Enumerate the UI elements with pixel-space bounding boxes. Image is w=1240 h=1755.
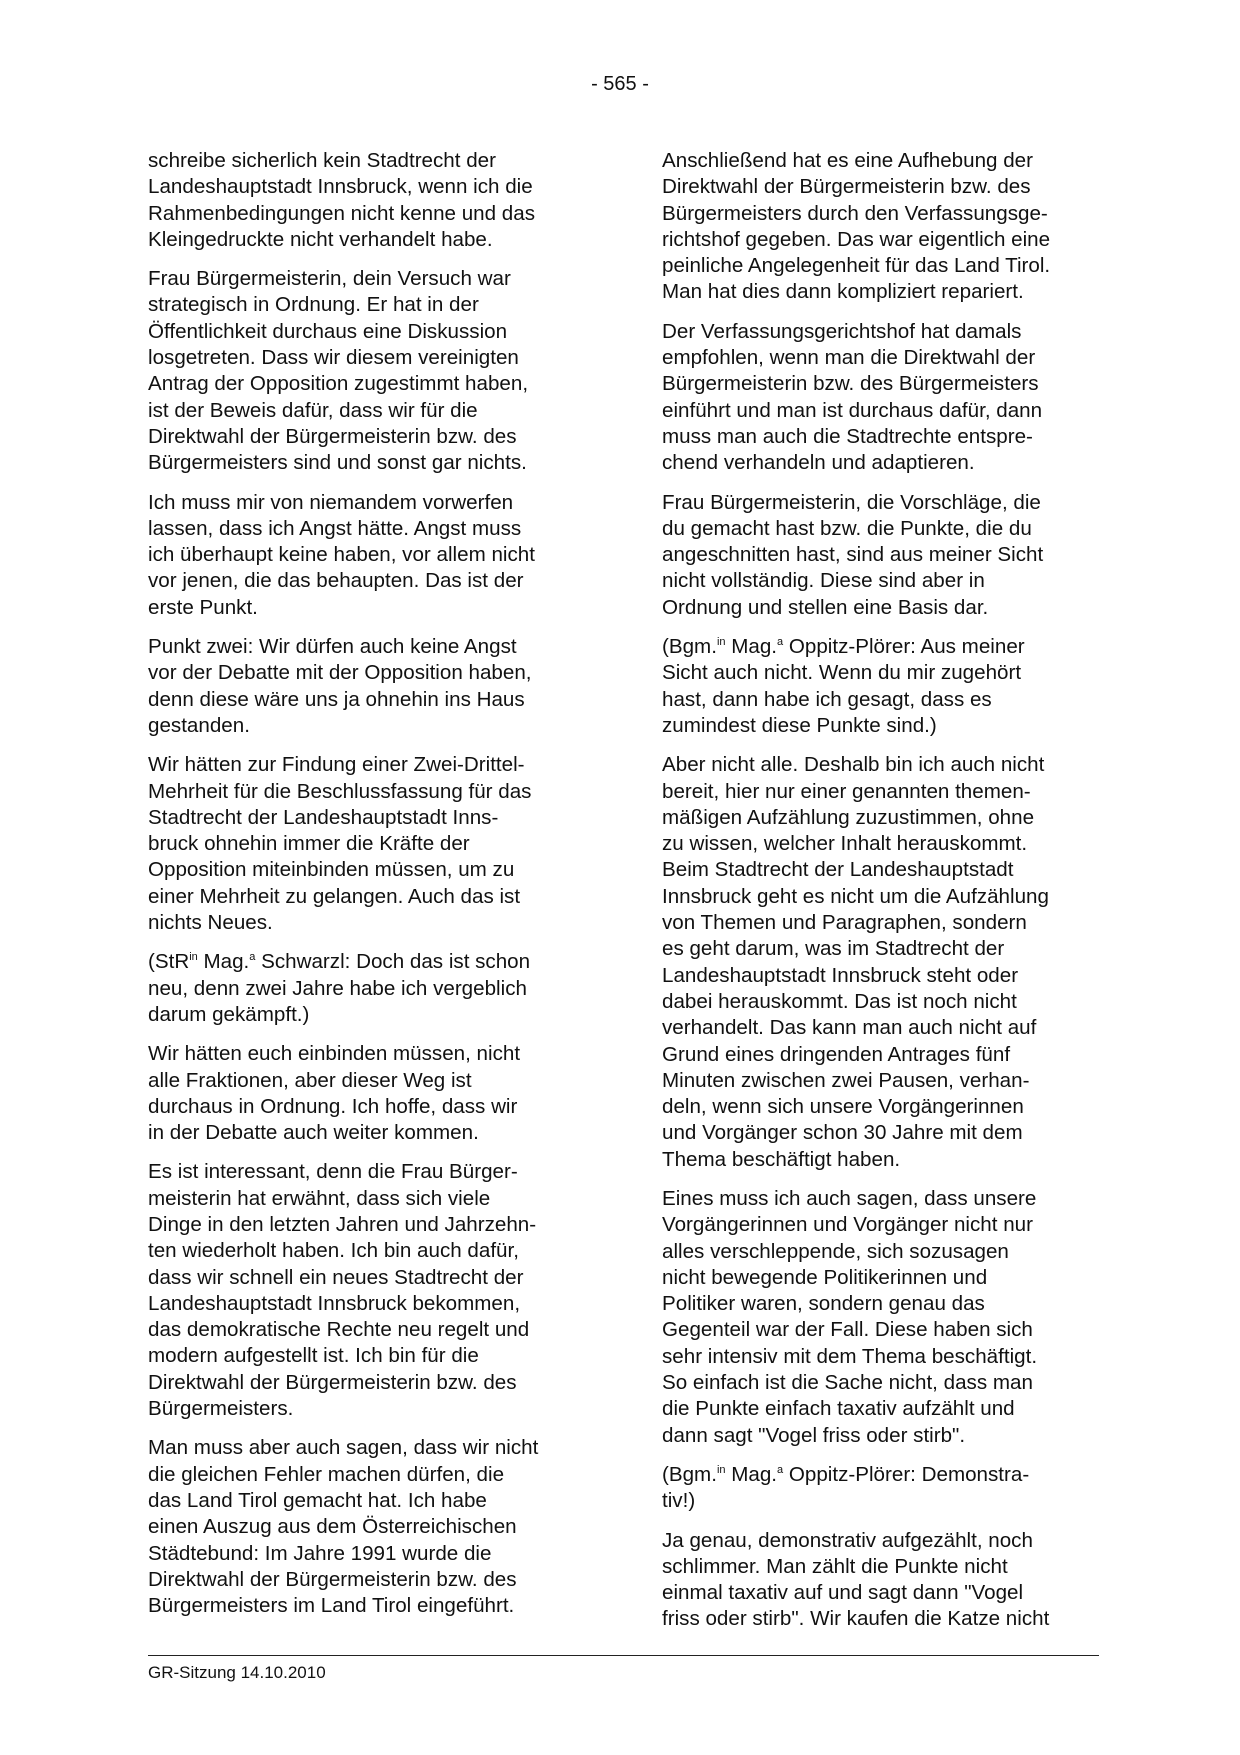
paragraph: Eines muss ich auch sagen, dass unsere Vorgängerinnen und Vorgänger nicht nur alles verschleppende, sich sozusagen nicht bewegende Politikerinnen und Politiker waren, sondern genau das Gegenteil war der Fall. Diese haben sich sehr intensiv mit dem Thema beschäftigt. So einfach ist die Sache nicht, dass man die Punkte einfach taxativ aufzählt und dann sagt "Vogel friss oder stirb". — [662, 1186, 1038, 1447]
footer-divider — [148, 1655, 1099, 1656]
paragraph: Ja genau, demonstrativ aufgezählt, noch schlimmer. Man zählt die Punkte nicht einmal taxativ auf und sagt dann "Vogel friss oder stirb". Wir kaufen die Katze nicht — [662, 1528, 1050, 1631]
paragraph: Frau Bürgermeisterin, die Vorschläge, die du gemacht hast bzw. die Punkte, die du angeschnitten hast, sind aus meiner Sicht nicht vollständig. Diese sind aber in Ordnung und stellen eine Basis dar. — [662, 490, 1044, 619]
interjection: (Bgm.$^{in}$ Mag.$^a$ Oppitz-Plörer: Demonstra- tiv!) — [662, 1462, 1030, 1513]
paragraph: Wir hätten zur Findung einer Zwei-Drittel- Mehrheit für die Beschlussfassung für das Stadtrecht der Landeshauptstadt Inns- bruck ohnehin immer die Kräfte der Opposition miteinbinden müssen, um zu einer Mehrheit zu gelangen. Auch das ist nichts Neues. — [148, 753, 532, 935]
paragraph: Aber nicht alle. Deshalb bin ich auch nicht bereit, hier nur einer genannten themen- mäßigen Aufzählung zuzustimmen, ohne zu wissen, welcher Inhalt herauskommt. Beim Stadtrecht der Landeshauptstadt Innsbruck geht es nicht um die Aufzählung von Themen und Paragraphen, sondern es geht darum, was im Stadtrecht der Landeshauptstadt Innsbruck steht oder dabei herauskommt. Das ist noch nicht verhandelt. Das kann man auch nicht auf Grund eines dringenden Antrages fünf Minuten zwischen zwei Pausen, verhan- deln, wenn sich unsere Vorgängerinnen und Vorgänger schon 30 Jahre mit dem Thema beschäftigt haben. — [662, 753, 1049, 1171]
left-column — [148, 148, 588, 1632]
interjection: (Bgm.$^{in}$ Mag.$^a$ Oppitz-Plörer: Aus meiner Sicht auch nicht. Wenn du mir zugehört hast, dann habe ich gesagt, dass es zumindest diese Punkte sind.) — [662, 635, 1025, 737]
paragraph: Wir hätten euch einbinden müssen, nicht alle Fraktionen, aber dieser Weg ist durchaus in Ordnung. Ich hoffe, dass wir in der Debatte auch weiter kommen. — [148, 1042, 521, 1145]
paragraph: Anschließend hat es eine Aufhebung der Direktwahl der Bürgermeisterin bzw. des Bürgermeisters durch den Verfassungsge- richtshof gegeben. Das war eigentlich eine peinliche Angelegenheit für das Land Tirol. Man hat dies dann kompliziert repariert. — [662, 149, 1051, 304]
right-column — [662, 148, 1102, 1646]
interjection: (StR$^{in}$ Mag.$^a$ Schwarzl: Doch das ist schon neu, denn zwei Jahre habe ich vergeblich darum gekämpft.) — [148, 950, 531, 1026]
paragraph: Es ist interessant, denn die Frau Bürger- meisterin hat erwähnt, dass sich viele Dinge in den letzten Jahren und Jahrzehn- ten wiederholt haben. Ich bin auch dafür, dass wir schnell ein neues Stadtrecht der Landeshauptstadt Innsbruck bekommen, das demokratische Rechte neu regelt und modern aufgestellt ist. Ich bin für die Direktwahl der Bürgermeisterin bzw. des Bürgermeisters. — [148, 1160, 537, 1421]
paragraph: Der Verfassungsgerichtshof hat damals empfohlen, wenn man die Direktwahl der Bürgermeisterin bzw. des Bürgermeisters einführt und man ist durchaus dafür, dann muss man auch die Stadtrechte entspre- chend verhandeln und adaptieren. — [662, 319, 1043, 475]
paragraph: Punkt zwei: Wir dürfen auch keine Angst vor der Debatte mit der Opposition haben, denn diese wäre uns ja ohnehin ins Haus gestanden. — [148, 635, 532, 737]
page-number: - 565 - — [591, 73, 649, 95]
paragraph: Ich muss mir von niemandem vorwerfen lassen, dass ich Angst hätte. Angst muss ich überhaupt keine haben, vor allem nicht vor jenen, die das behaupten. Das ist der erste Punkt. — [148, 490, 535, 619]
paragraph: schreibe sicherlich kein Stadtrecht der Landeshauptstadt Innsbruck, wenn ich die Rahmenbedingungen nicht kenne und das Kleingedruckte nicht verhandelt habe. — [148, 149, 536, 251]
footer-session-date: GR-Sitzung 14.10.2010 — [148, 1663, 326, 1682]
paragraph: Frau Bürgermeisterin, dein Versuch war strategisch in Ordnung. Er hat in der Öffentlichkeit durchaus eine Diskussion losgetreten. Dass wir diesem vereinigten Antrag der Opposition zugestimmt haben, ist der Beweis dafür, dass wir für die Direktwahl der Bürgermeisterin bzw. des Bürgermeisters sind und sonst gar nichts. — [148, 267, 529, 475]
paragraph: Man muss aber auch sagen, dass wir nicht die gleichen Fehler machen dürfen, die das Land Tirol gemacht hat. Ich habe einen Auszug aus dem Österreichischen Städtebund: Im Jahre 1991 wurde die Direktwahl der Bürgermeisterin bzw. des Bürgermeisters im Land Tirol eingeführt. — [148, 1436, 539, 1618]
